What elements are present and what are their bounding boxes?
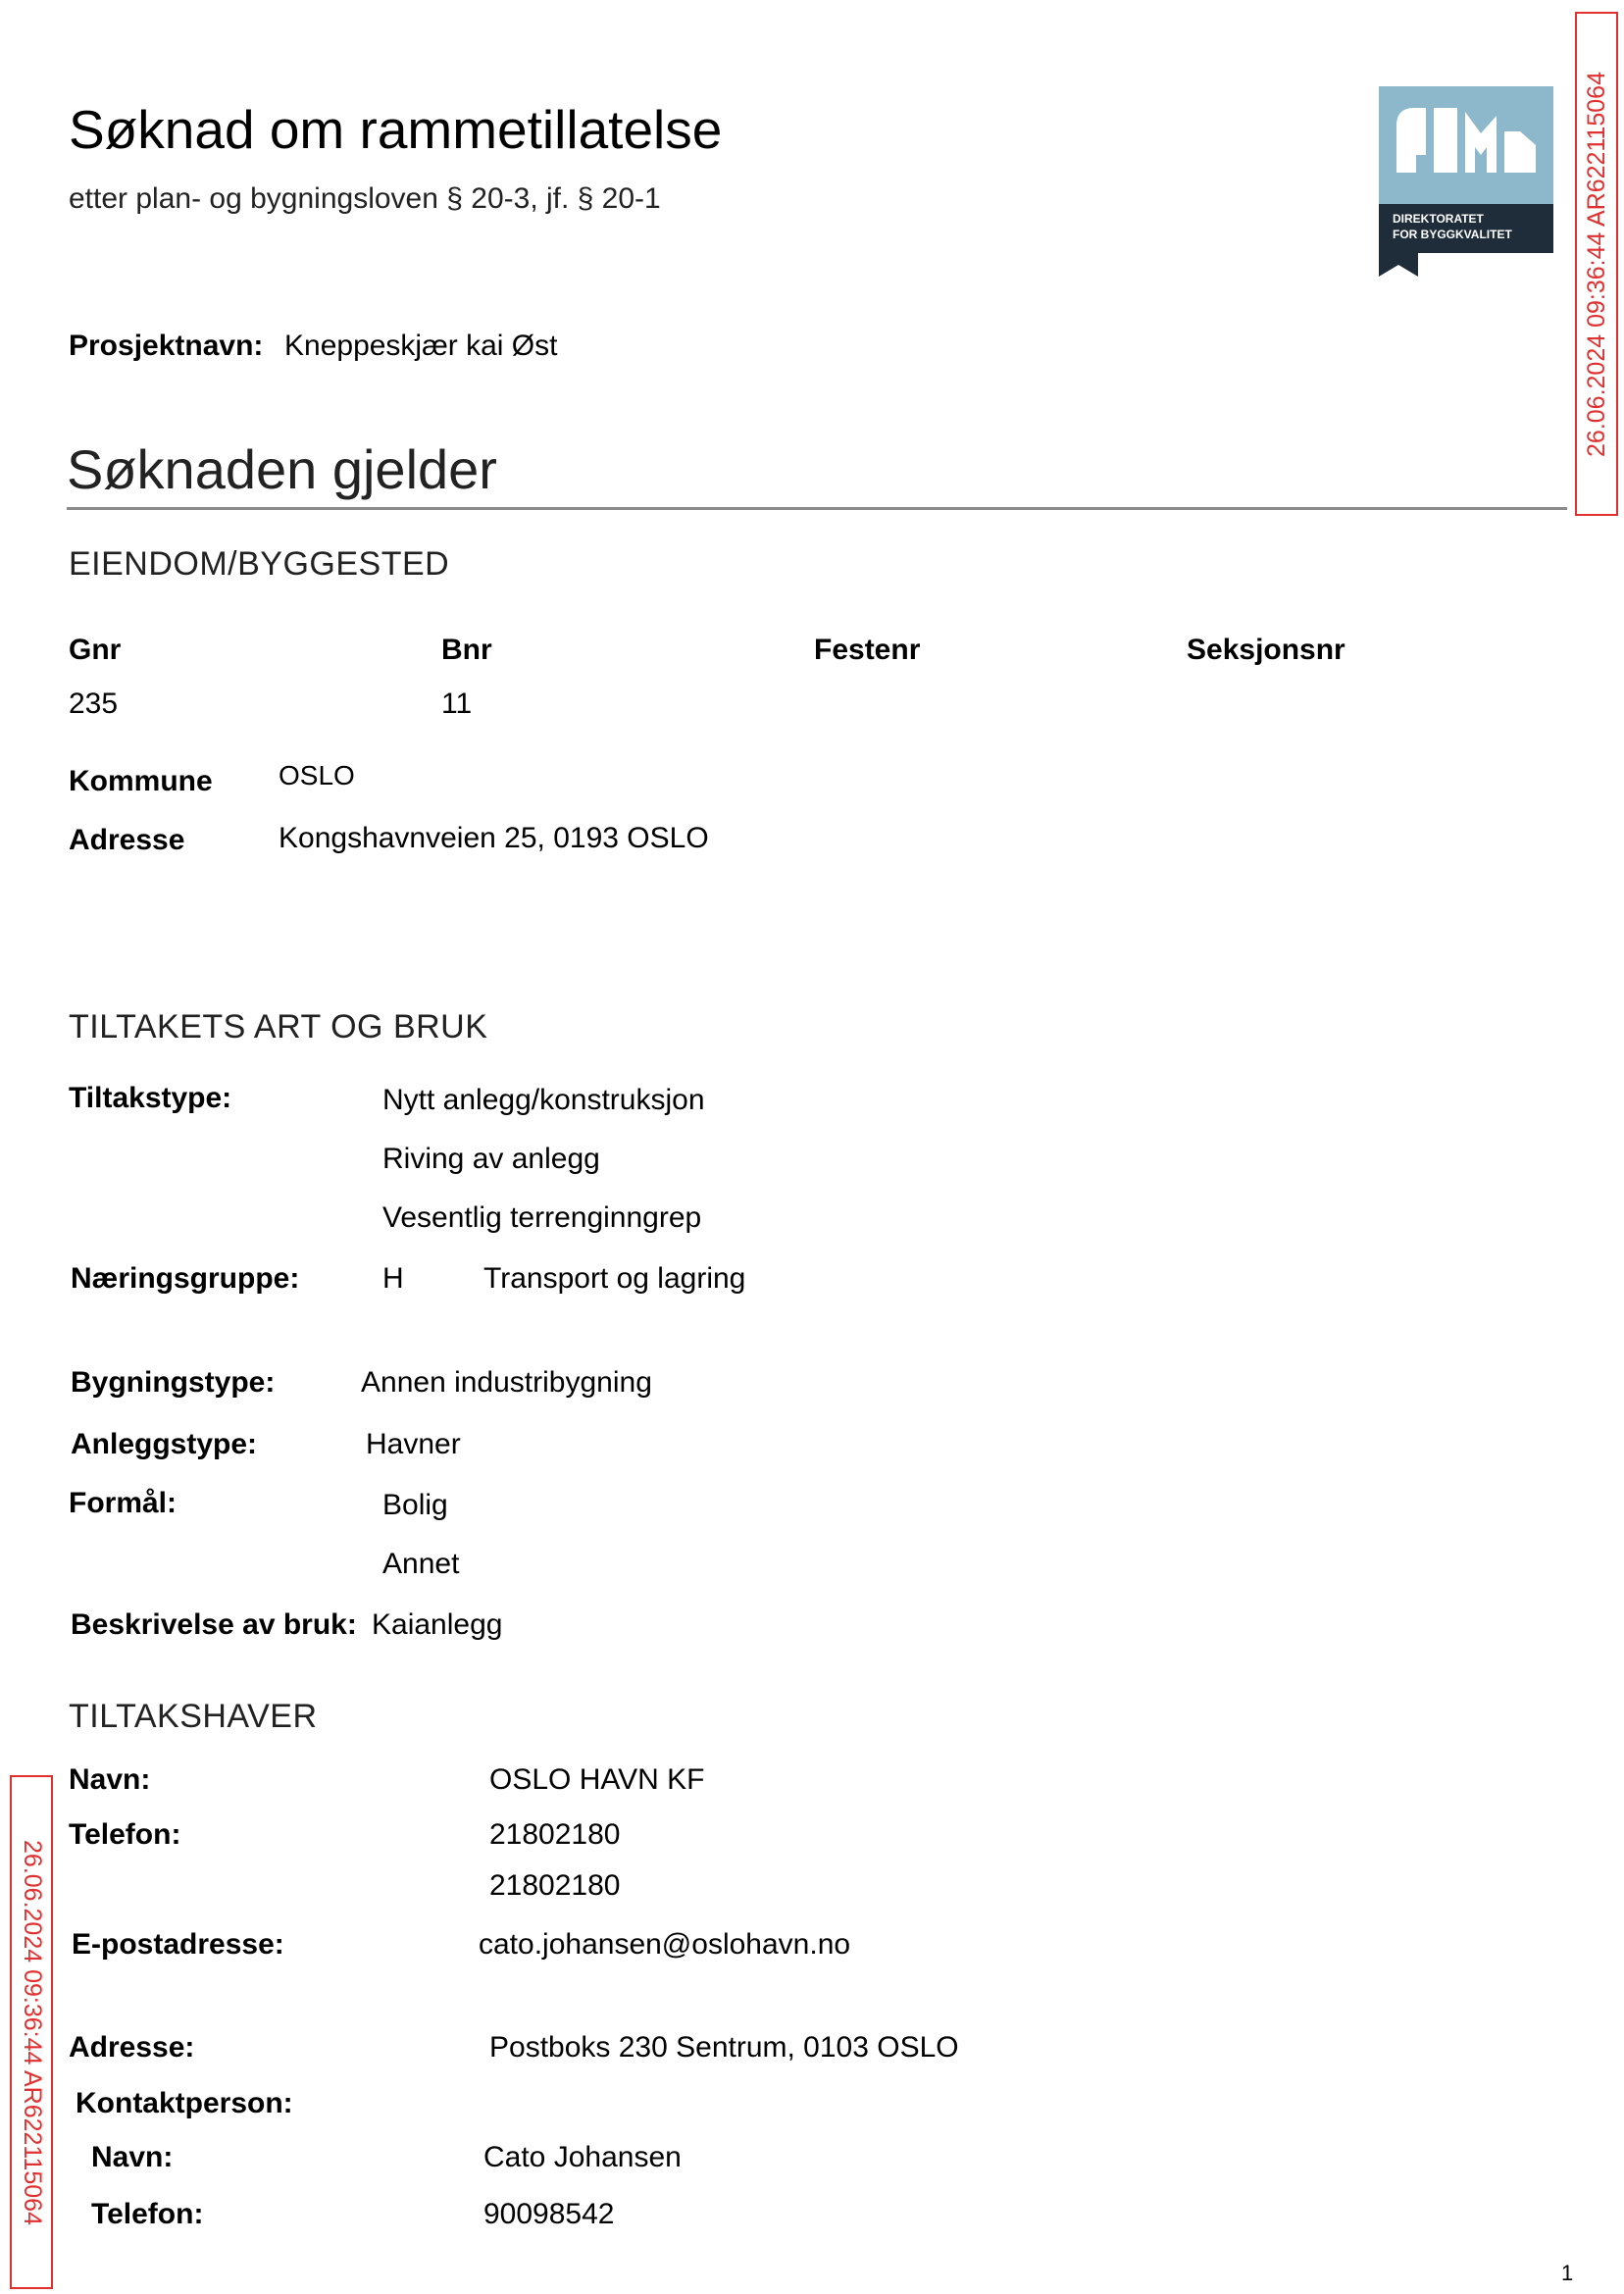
adresse-label: Adresse: [69, 824, 185, 856]
anleggstype-value: Havner: [366, 1428, 461, 1460]
document-title: Søknad om rammetillatelse: [69, 99, 723, 160]
project-value: Kneppeskjær kai Øst: [284, 330, 558, 362]
tiltakstype-value-1: Nytt anlegg/konstruksjon: [382, 1084, 705, 1116]
dibk-logo-graphic: [1379, 86, 1553, 277]
owner-adresse-label: Adresse:: [69, 2031, 195, 2064]
naeringsgruppe-value: Transport og lagring: [483, 1262, 746, 1295]
gnr-value: 235: [69, 688, 119, 720]
owner-epost-label: E-postadresse:: [72, 1928, 284, 1961]
owner-navn-label: Navn:: [69, 1763, 151, 1796]
logo-text-line1: DIREKTORATET: [1393, 212, 1484, 226]
beskrivelse-label: Beskrivelse av bruk:: [71, 1608, 357, 1641]
project-label: Prosjektnavn:: [69, 330, 264, 362]
dibk-logo: [1379, 86, 1553, 277]
festenr-header: Festenr: [814, 634, 921, 666]
measure-heading: TILTAKETS ART OG BRUK: [69, 1008, 488, 1045]
owner-telefon-value-1: 21802180: [489, 1818, 621, 1851]
receipt-stamp-top: [1575, 12, 1618, 516]
seksjonsnr-header: Seksjonsnr: [1187, 634, 1345, 666]
owner-telefon-value-2: 21802180: [489, 1869, 621, 1902]
logo-text: [1393, 211, 1512, 242]
formal-label: Formål:: [69, 1487, 178, 1519]
receipt-stamp-bottom-text: 26.06.2024 09:36:44 AR622115064: [18, 1839, 46, 2225]
bygningstype-value: Annen industribygning: [361, 1366, 652, 1399]
kommune-value: OSLO: [279, 760, 355, 790]
naeringsgruppe-code: H: [382, 1262, 404, 1295]
property-heading: EIENDOM/BYGGESTED: [69, 545, 450, 583]
kontakt-telefon-value: 90098542: [483, 2198, 615, 2230]
section-title: Søknaden gjelder: [67, 438, 497, 500]
section-divider: [67, 507, 1567, 510]
receipt-stamp-bottom: [10, 1775, 53, 2289]
owner-navn-value: OSLO HAVN KF: [489, 1763, 705, 1796]
kontakt-navn-label: Navn:: [91, 2141, 174, 2173]
receipt-stamp-top-text: 26.06.2024 09:36:44 AR622115064: [1582, 71, 1610, 457]
kontaktperson-label: Kontaktperson:: [76, 2087, 293, 2119]
kontakt-navn-value: Cato Johansen: [483, 2141, 682, 2173]
gnr-header: Gnr: [69, 634, 122, 666]
owner-telefon-label: Telefon:: [69, 1818, 181, 1851]
formal-value-2: Annet: [382, 1548, 460, 1580]
tiltakstype-value-3: Vesentlig terrenginngrep: [382, 1201, 702, 1234]
anleggstype-label: Anleggstype:: [71, 1428, 258, 1460]
tiltakstype-value-2: Riving av anlegg: [382, 1143, 600, 1175]
bnr-header: Bnr: [441, 634, 492, 666]
adresse-value: Kongshavnveien 25, 0193 OSLO: [279, 822, 709, 854]
bygningstype-label: Bygningstype:: [71, 1366, 276, 1399]
kommune-label: Kommune: [69, 765, 213, 797]
tiltakstype-label: Tiltakstype:: [69, 1082, 232, 1114]
owner-epost-value: cato.johansen@oslohavn.no: [479, 1928, 851, 1961]
owner-adresse-value: Postboks 230 Sentrum, 0103 OSLO: [489, 2031, 959, 2064]
page-number: 1: [1561, 2261, 1574, 2285]
formal-value-1: Bolig: [382, 1489, 448, 1521]
document-subtitle: etter plan- og bygningsloven § 20-3, jf. § 20-1: [69, 182, 661, 215]
bnr-value: 11: [441, 688, 473, 720]
owner-heading: TILTAKSHAVER: [69, 1698, 318, 1735]
beskrivelse-value: Kaianlegg: [372, 1608, 503, 1641]
kontakt-telefon-label: Telefon:: [91, 2198, 204, 2230]
naeringsgruppe-label: Næringsgruppe:: [71, 1262, 300, 1295]
logo-text-line2: FOR BYGGKVALITET: [1393, 228, 1512, 241]
